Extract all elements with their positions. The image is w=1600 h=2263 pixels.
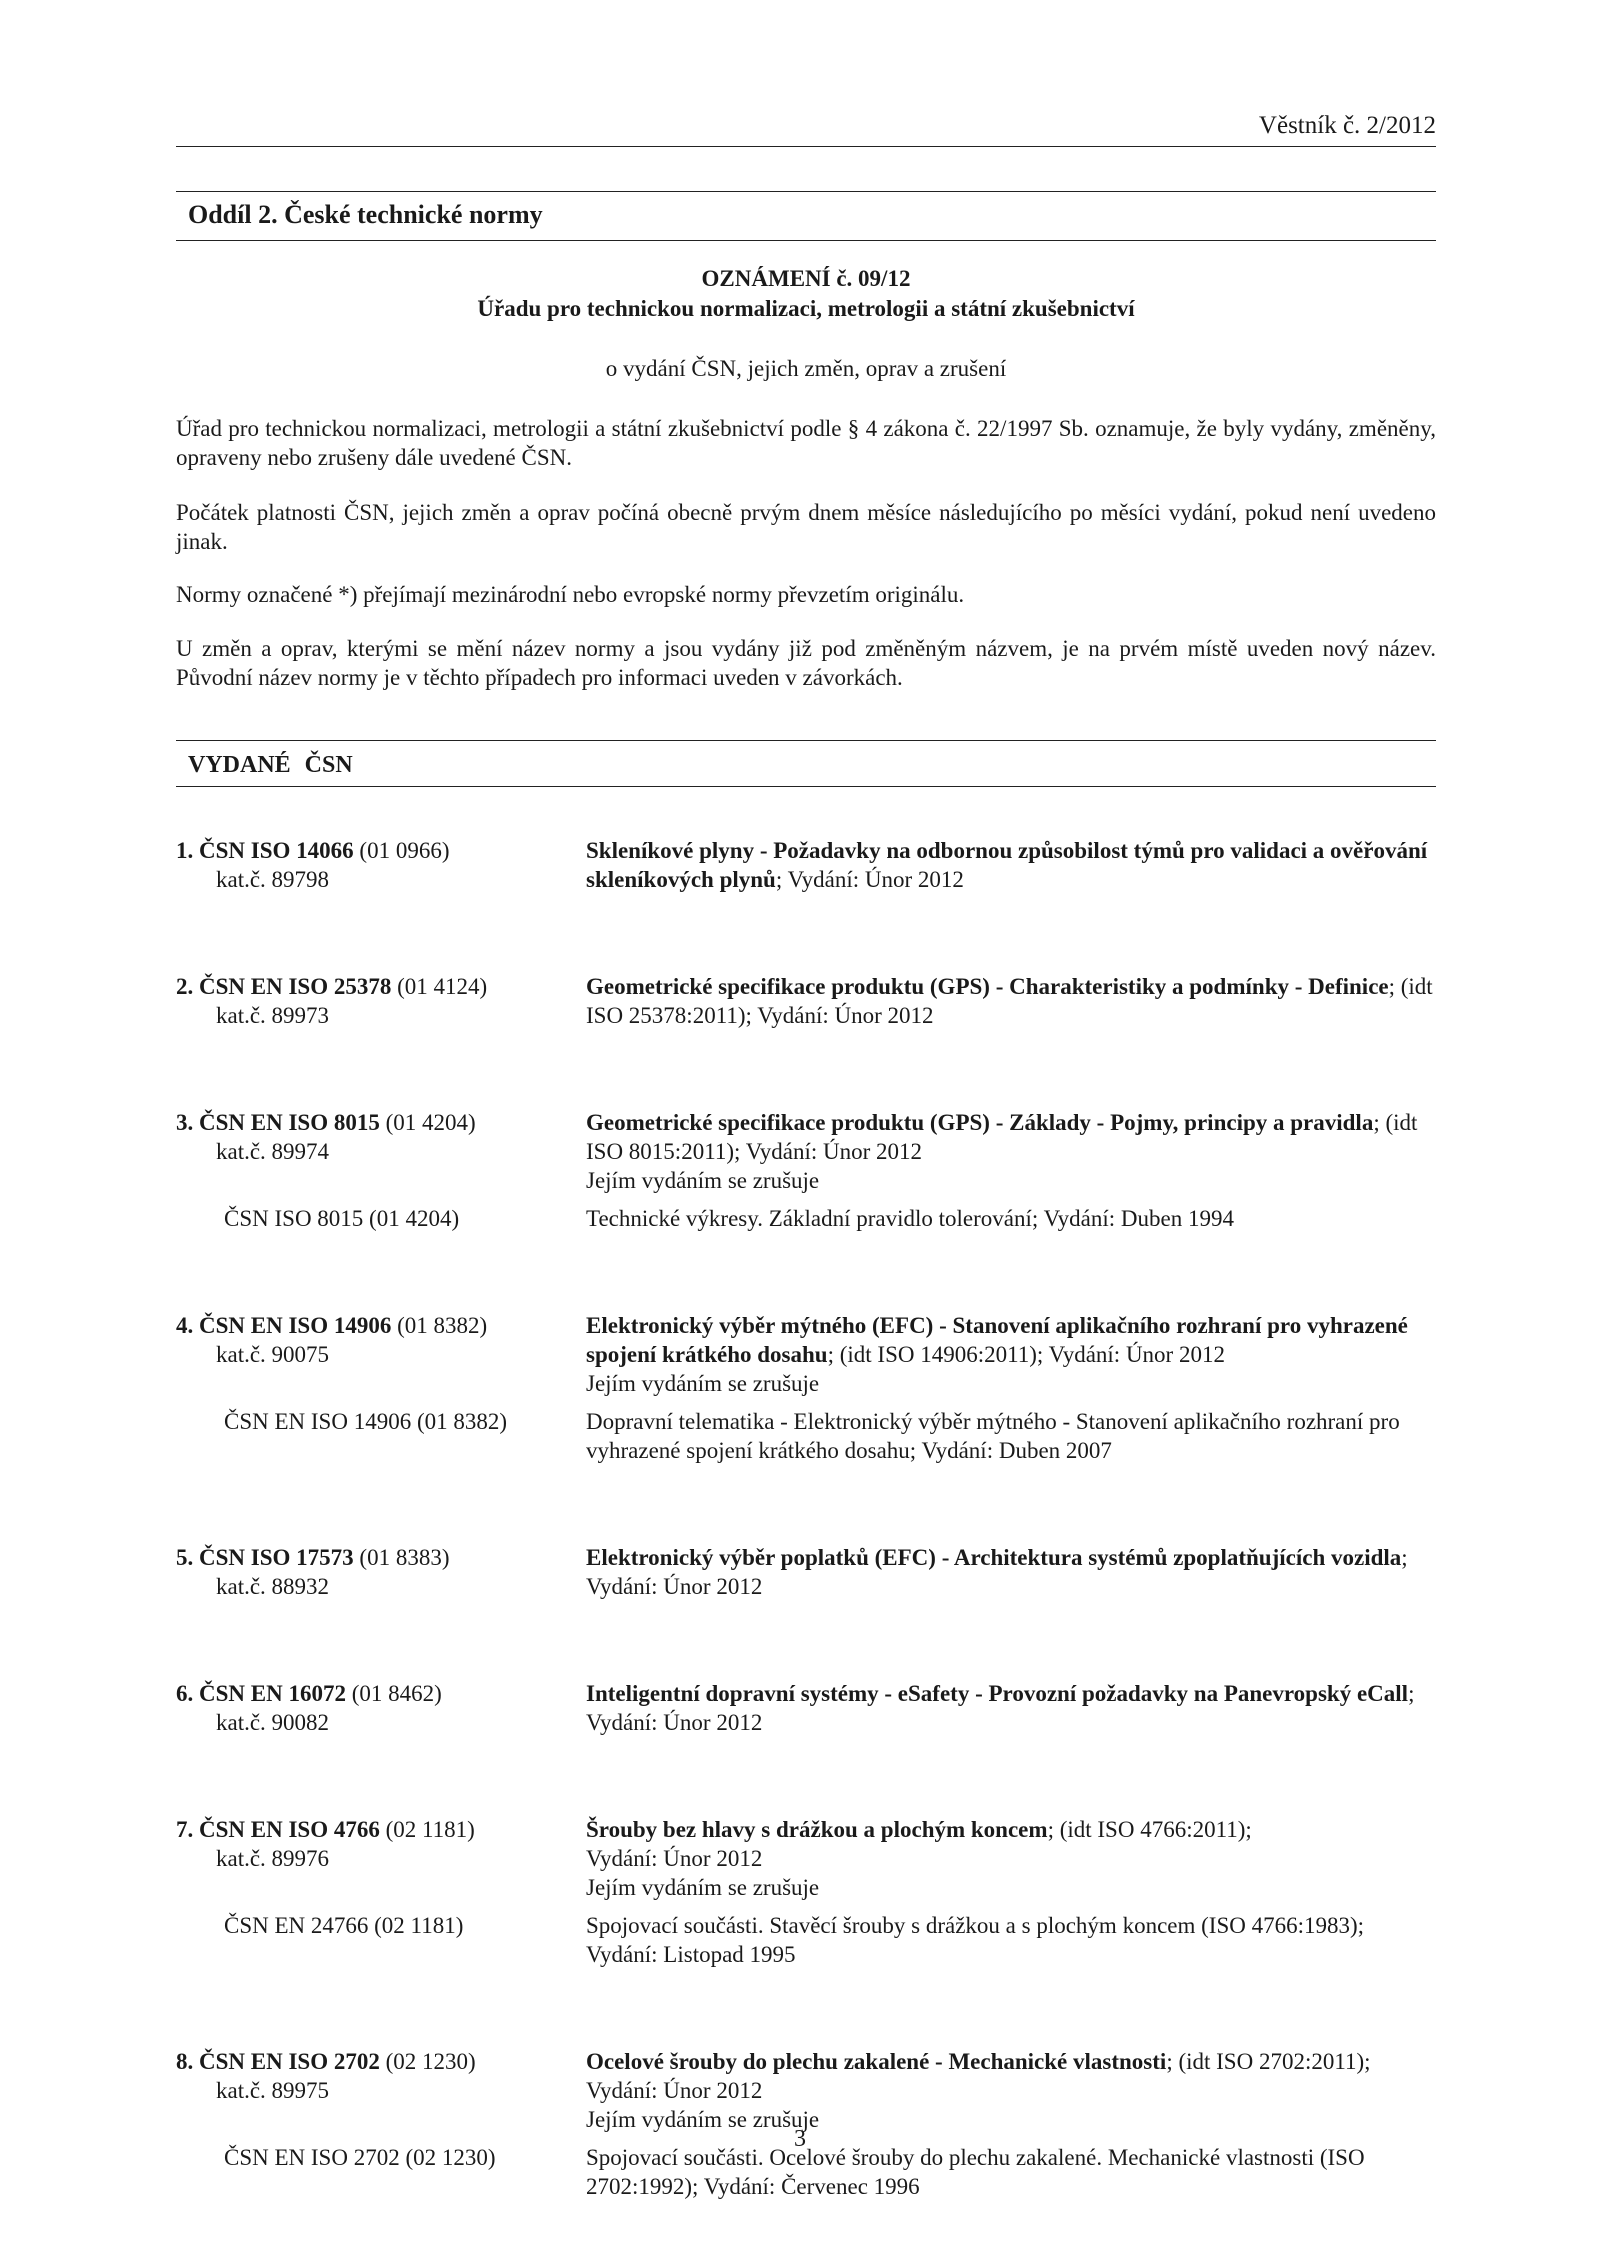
title-rest: ; (idt ISO 25378:2011); Vydání: Únor 2012	[586, 974, 1433, 1028]
section-top-rule	[176, 191, 1436, 192]
title-rest: ; (idt ISO 14906:2011); Vydání: Únor 2012	[827, 1342, 1225, 1367]
catalog-number	[176, 1708, 586, 1737]
title-bold: Geometrické specifikace produktu (GPS) - Základy - Pojmy, principy a pravidla	[586, 1110, 1374, 1135]
standard-title-text	[586, 836, 1436, 894]
standard-id	[176, 972, 586, 1030]
standard-code: ČSN EN ISO 14906	[199, 1313, 392, 1338]
standard-id	[176, 2047, 586, 2134]
entry-number: 6.	[176, 1681, 199, 1706]
replaced-title-text: Technické výkresy. Základní pravidlo tolerování; Vydání: Duben 1994	[586, 1206, 1234, 1231]
standard-title-text	[586, 1679, 1436, 1737]
catalog-number-text: kat.č. 90082	[216, 1710, 330, 1735]
title-bold: Skleníkové plyny - Požadavky na odbornou způsobilost týmů pro validaci a ověřování skleníkových plynů	[586, 838, 1428, 892]
replaced-code	[176, 1911, 586, 1969]
standard-code: ČSN EN ISO 8015	[199, 1110, 380, 1135]
standard-title-text	[586, 1815, 1436, 1844]
standard-title-text	[586, 1311, 1436, 1369]
standard-class: (02 1230)	[385, 2049, 476, 2074]
cancel-note-text: Jejím vydáním se zrušuje	[586, 1168, 820, 1193]
issued-bottom-rule	[176, 786, 1436, 787]
entry-number: 3.	[176, 1110, 199, 1135]
notice-number: OZNÁMENÍ č. 09/12	[701, 266, 911, 291]
entry-number: 8.	[176, 2049, 199, 2074]
entry-number: 7.	[176, 1817, 199, 1842]
catalog-number-text: kat.č. 89975	[216, 2078, 330, 2103]
standard-row	[176, 1679, 1436, 1737]
standard-row	[176, 1108, 1436, 1195]
entry-number: 2.	[176, 974, 199, 999]
entry-number: 5.	[176, 1545, 199, 1570]
catalog-number-text: kat.č. 89973	[216, 1003, 330, 1028]
standard-code: ČSN EN 16072	[199, 1681, 346, 1706]
standard-entry	[176, 2047, 1436, 2201]
standard-code-line	[176, 2047, 586, 2076]
issued-heading: VYDANÉ ČSN	[188, 752, 353, 778]
issue-label: Věstník č. 2/2012	[1258, 112, 1436, 139]
standard-code: ČSN ISO 17573	[199, 1545, 354, 1570]
standard-class: (01 4204)	[385, 1110, 476, 1135]
standard-title	[586, 1543, 1436, 1601]
cancel-note	[586, 1166, 1436, 1195]
replaced-standard	[176, 1911, 1436, 1969]
standard-code: ČSN EN ISO 4766	[199, 1817, 380, 1842]
standard-title-text	[586, 1543, 1436, 1601]
catalog-number-text: kat.č. 89974	[216, 1139, 330, 1164]
standards-list	[176, 836, 1436, 2201]
standard-entry	[176, 1815, 1436, 1969]
title-bold: Inteligentní dopravní systémy - eSafety - Provozní požadavky na Panevropský eCall	[586, 1681, 1409, 1706]
replaced-title	[586, 1911, 1436, 1969]
standard-class: (01 8382)	[397, 1313, 488, 1338]
standard-title	[586, 1679, 1436, 1737]
standard-class: (01 8383)	[359, 1545, 450, 1570]
title-rest: ; Vydání: Únor 2012	[586, 1545, 1408, 1599]
replaced-title-text: Dopravní telematika - Elektronický výběr mýtného - Stanovení aplikačního rozhraní pro vyhrazené spojení krátkého dosahu; Vydání: Duben 2007	[586, 1409, 1400, 1463]
catalog-number-text: kat.č. 89798	[216, 867, 330, 892]
standard-class: (02 1181)	[385, 1817, 475, 1842]
standard-class: (01 4124)	[397, 974, 488, 999]
standard-row	[176, 1815, 1436, 1902]
standard-code-line	[176, 836, 586, 865]
standard-entry	[176, 1108, 1436, 1233]
standard-id	[176, 836, 586, 894]
standard-row	[176, 1543, 1436, 1601]
title-line-2-text: Vydání: Únor 2012	[586, 2078, 763, 2103]
catalog-number	[176, 1844, 586, 1873]
catalog-number	[176, 2076, 586, 2105]
title-bold: Geometrické specifikace produktu (GPS) - Charakteristiky a podmínky - Definice	[586, 974, 1389, 999]
standard-title	[586, 1108, 1436, 1195]
cancel-note-text: Jejím vydáním se zrušuje	[586, 2107, 820, 2132]
standard-title	[586, 836, 1436, 894]
standard-entry	[176, 836, 1436, 894]
title-bold: Šrouby bez hlavy s drážkou a plochým koncem	[586, 1817, 1048, 1842]
notice-office: Úřadu pro technickou normalizaci, metrologii a státní zkušebnictví	[477, 296, 1135, 321]
standard-code-line	[176, 1679, 586, 1708]
header-rule	[176, 146, 1436, 147]
replaced-code-text: ČSN EN 24766 (02 1181)	[224, 1913, 464, 1938]
standard-class: (01 0966)	[359, 838, 450, 863]
title-rest: ; (idt ISO 2702:2011);	[1166, 2049, 1371, 2074]
standard-class: (01 8462)	[351, 1681, 442, 1706]
standard-row	[176, 1311, 1436, 1398]
replaced-title-text: Spojovací součásti. Stavěcí šrouby s drážkou a s plochým koncem (ISO 4766:1983); Vydání: Listopad 1995	[586, 1913, 1365, 1967]
title-rest: ; (idt ISO 4766:2011);	[1047, 1817, 1252, 1842]
standard-code-line	[176, 972, 586, 1001]
standard-entry	[176, 1311, 1436, 1465]
title-rest: ; (idt ISO 8015:2011); Vydání: Únor 2012	[586, 1110, 1418, 1164]
standard-title	[586, 2047, 1436, 2134]
standard-id	[176, 1543, 586, 1601]
catalog-number	[176, 1001, 586, 1030]
title-rest: ; Vydání: Únor 2012	[586, 1681, 1415, 1735]
replaced-code	[176, 1204, 586, 1233]
standard-title	[586, 1815, 1436, 1902]
paragraph: Úřad pro technickou normalizaci, metrologii a státní zkušebnictví podle § 4 zákona č. 22/1997 Sb. oznamuje, že byly vydány, změněny, opraveny nebo zrušeny dále uvedené ČSN.	[176, 416, 1436, 470]
standard-code: ČSN ISO 14066	[199, 838, 354, 863]
standard-row	[176, 972, 1436, 1030]
title-line-2	[586, 2076, 1436, 2105]
standard-code-line	[176, 1108, 586, 1137]
cancel-note-text: Jejím vydáním se zrušuje	[586, 1371, 820, 1396]
cancel-note	[586, 1369, 1436, 1398]
replaced-title-text: Spojovací součásti. Ocelové šrouby do plechu zakalené. Mechanické vlastnosti (ISO 2702:1992); Vydání: Červenec 1996	[586, 2145, 1365, 2199]
standard-entry	[176, 1679, 1436, 1737]
replaced-code-text: ČSN EN ISO 2702 (02 1230)	[224, 2145, 496, 2170]
title-bold: Elektronický výběr mýtného (EFC) - Stanovení aplikačního rozhraní pro vyhrazené spojení krátkého dosahu	[586, 1313, 1408, 1367]
standard-id	[176, 1108, 586, 1195]
standard-code-line	[176, 1311, 586, 1340]
notice-subject: o vydání ČSN, jejich změn, oprav a zrušení	[605, 356, 1007, 381]
title-line-2-text: Vydání: Únor 2012	[586, 1846, 763, 1871]
replaced-title	[586, 1204, 1436, 1233]
standard-title	[586, 1311, 1436, 1398]
standard-id	[176, 1311, 586, 1398]
issued-top-rule	[176, 740, 1436, 741]
standard-entry	[176, 972, 1436, 1030]
paragraph: Počátek platnosti ČSN, jejich změn a oprav počíná obecně prvým dnem měsíce následujícího po měsíci vydání, pokud není uvedeno jinak.	[176, 500, 1436, 554]
standard-code: ČSN EN ISO 25378	[199, 974, 392, 999]
replaced-code-text: ČSN EN ISO 14906 (01 8382)	[224, 1409, 508, 1434]
catalog-number-text: kat.č. 90075	[216, 1342, 330, 1367]
cancel-note	[586, 1873, 1436, 1902]
standard-title-text	[586, 2047, 1436, 2076]
catalog-number	[176, 865, 586, 894]
paragraph: U změn a oprav, kterými se mění název normy a jsou vydány již pod změněným názvem, je na prvém místě uveden nový název. Původní název normy je v těchto případech pro informaci uveden v závorkách.	[176, 636, 1436, 690]
standard-row	[176, 836, 1436, 894]
title-bold: Elektronický výběr poplatků (EFC) - Architektura systémů zpoplatňujících vozidla	[586, 1545, 1402, 1570]
entry-number: 1.	[176, 838, 199, 863]
title-line-2	[586, 1844, 1436, 1873]
paragraph: Normy označené *) přejímají mezinárodní nebo evropské normy převzetím originálu.	[176, 582, 965, 607]
standard-title-text	[586, 1108, 1436, 1166]
catalog-number	[176, 1572, 586, 1601]
standard-title-text	[586, 972, 1436, 1030]
page-number: 3	[794, 2126, 806, 2152]
standard-code: ČSN EN ISO 2702	[199, 2049, 380, 2074]
replaced-standard	[176, 1204, 1436, 1233]
standard-code-line	[176, 1543, 586, 1572]
catalog-number	[176, 1137, 586, 1166]
replaced-code	[176, 1407, 586, 1465]
standard-entry	[176, 1543, 1436, 1601]
entry-number: 4.	[176, 1313, 199, 1338]
title-rest: ; Vydání: Únor 2012	[775, 867, 964, 892]
section-bottom-rule	[176, 240, 1436, 241]
cancel-note-text: Jejím vydáním se zrušuje	[586, 1875, 820, 1900]
catalog-number-text: kat.č. 88932	[216, 1574, 330, 1599]
replaced-code-text: ČSN ISO 8015 (01 4204)	[224, 1206, 460, 1231]
replaced-standard	[176, 1407, 1436, 1465]
standard-id	[176, 1815, 586, 1902]
catalog-number	[176, 1340, 586, 1369]
standard-code-line	[176, 1815, 586, 1844]
title-bold: Ocelové šrouby do plechu zakalené - Mechanické vlastnosti	[586, 2049, 1167, 2074]
replaced-title	[586, 1407, 1436, 1465]
standard-id	[176, 1679, 586, 1737]
catalog-number-text: kat.č. 89976	[216, 1846, 330, 1871]
section-title: Oddíl 2. České technické normy	[188, 200, 543, 229]
standard-title	[586, 972, 1436, 1030]
standard-row	[176, 2047, 1436, 2134]
